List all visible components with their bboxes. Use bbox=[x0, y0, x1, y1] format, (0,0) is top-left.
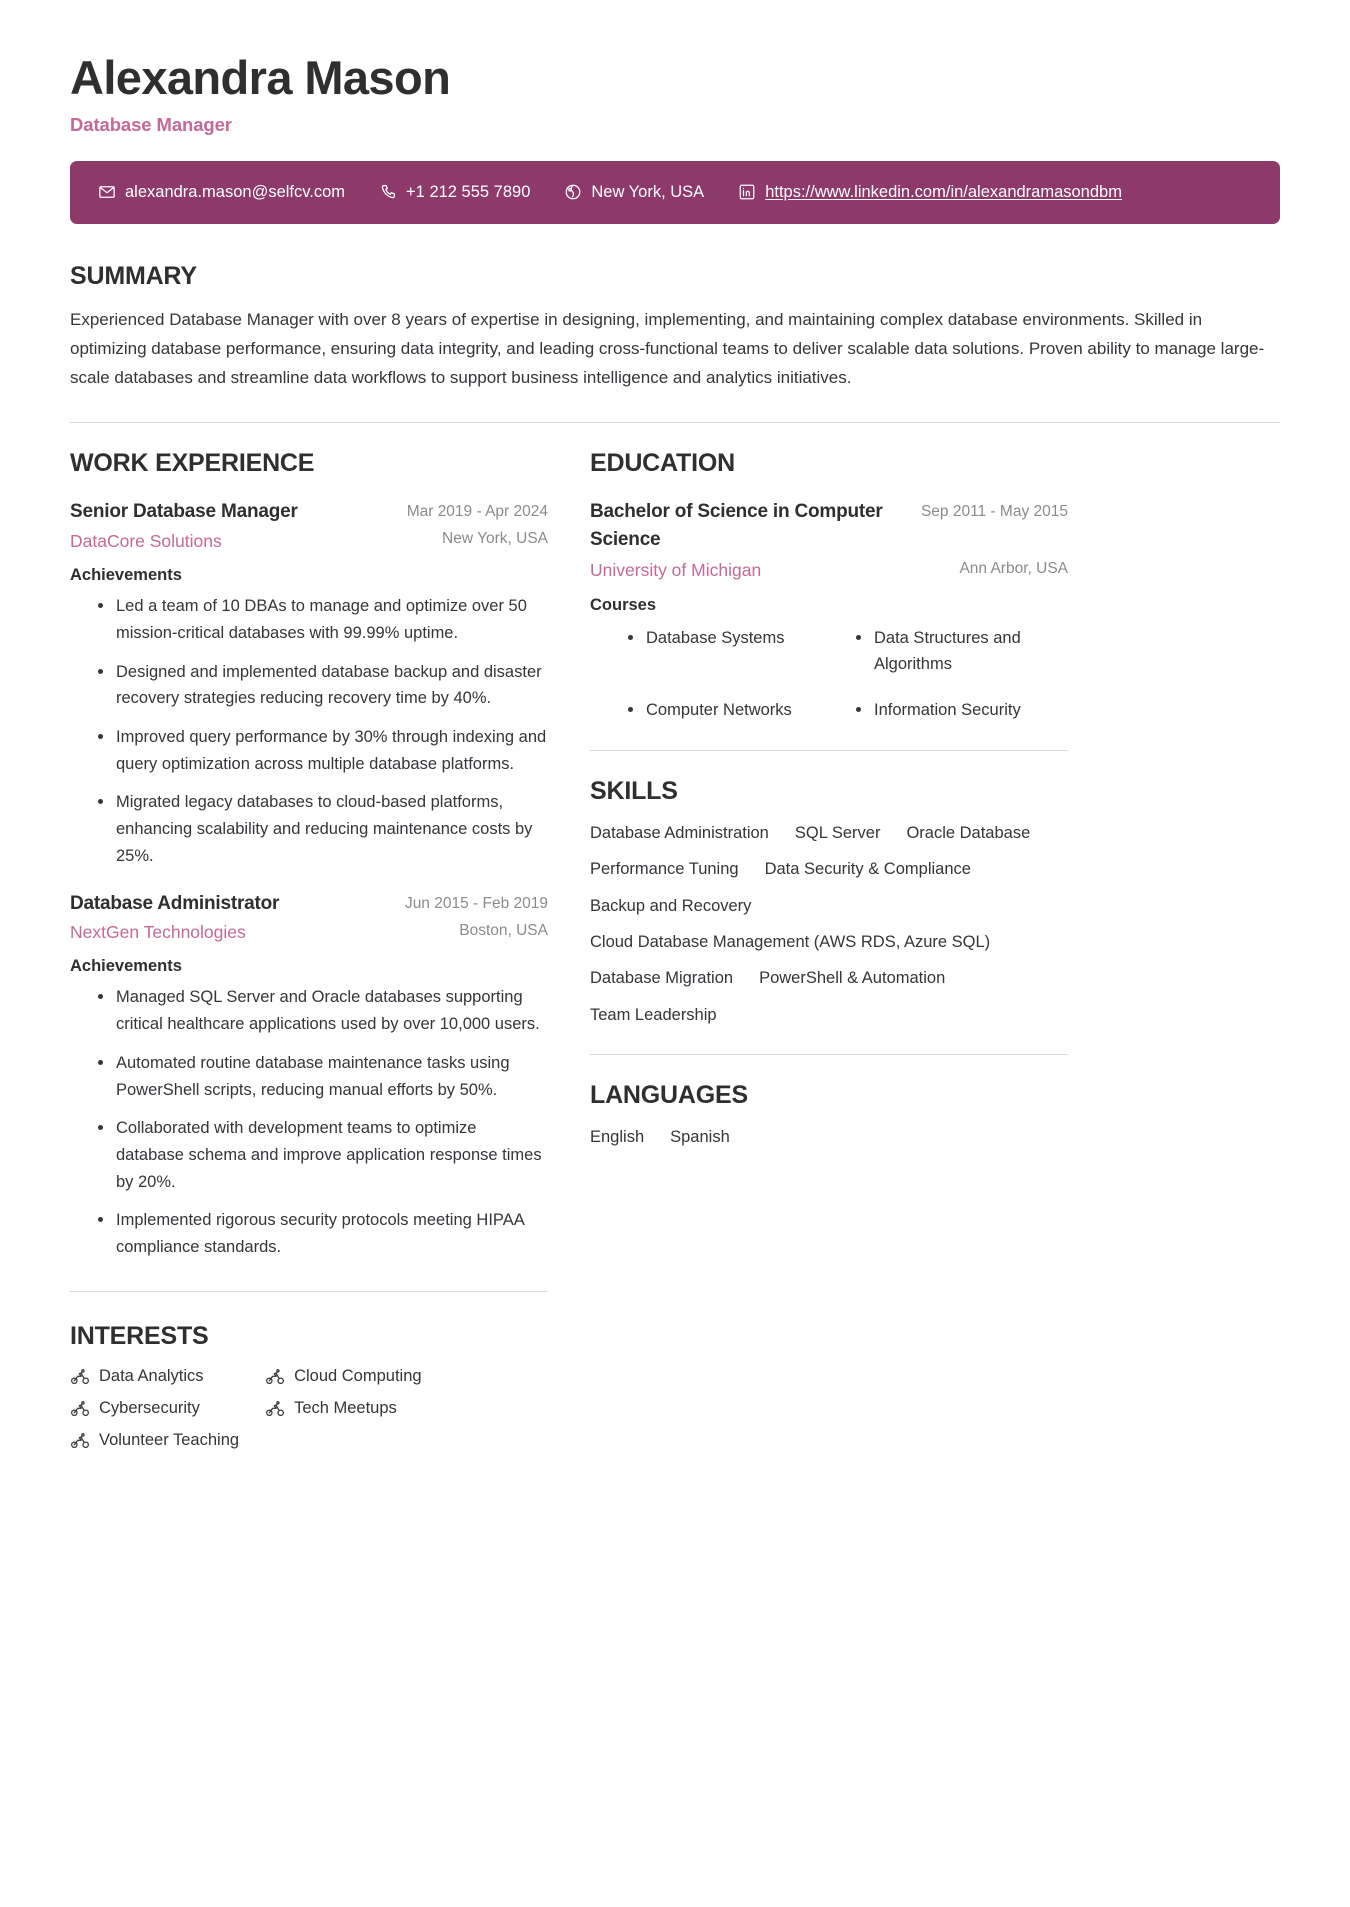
bicycle-icon bbox=[70, 1367, 90, 1387]
interest-label: Volunteer Teaching bbox=[99, 1431, 240, 1450]
interest-label: Cloud Computing bbox=[294, 1367, 422, 1386]
page-title: Alexandra Mason bbox=[70, 51, 451, 104]
languages-section bbox=[590, 1081, 1068, 1150]
interests-section-title: INTERESTS bbox=[70, 1321, 209, 1350]
courses-list bbox=[590, 625, 1068, 724]
courses-label: Courses bbox=[590, 595, 657, 614]
work-entry bbox=[70, 890, 548, 1261]
contact-location-text: New York, USA bbox=[591, 182, 705, 201]
skill-item: Performance Tuning bbox=[590, 860, 739, 879]
languages-section-title: LANGUAGES bbox=[590, 1081, 748, 1110]
education-section bbox=[590, 449, 1068, 724]
summary-section-title: SUMMARY bbox=[70, 261, 197, 290]
work-location: Boston, USA bbox=[459, 921, 548, 939]
achievements-label: Achievements bbox=[70, 566, 182, 585]
skill-item: PowerShell & Automation bbox=[759, 969, 946, 988]
list-item: Information Security bbox=[852, 697, 1068, 723]
contact-email[interactable] bbox=[98, 183, 345, 202]
interest-label: Cybersecurity bbox=[99, 1399, 200, 1418]
interests-section bbox=[70, 1322, 548, 1451]
education-location: Ann Arbor, USA bbox=[959, 560, 1068, 578]
contact-linkedin-text[interactable]: https://www.linkedin.com/in/alexandramasondbm bbox=[765, 182, 1122, 201]
summary-divider bbox=[70, 422, 1280, 423]
skill-item: Database Migration bbox=[590, 969, 734, 988]
list-item bbox=[265, 1367, 422, 1387]
education-dates: Sep 2011 - May 2015 bbox=[920, 503, 1068, 521]
list-item: Computer Networks bbox=[624, 697, 840, 723]
list-item: Improved query performance by 30% through indexing and query optimization across multiple database platforms. bbox=[116, 724, 548, 777]
work-dates: Jun 2015 - Feb 2019 bbox=[404, 894, 548, 912]
contact-bar bbox=[70, 161, 1280, 224]
achievements-list bbox=[70, 984, 548, 1260]
interests-divider bbox=[70, 1291, 548, 1292]
skill-item: Cloud Database Management (AWS RDS, Azure SQL) bbox=[590, 933, 991, 952]
skill-item: Data Security & Compliance bbox=[764, 860, 971, 879]
skill-item: Backup and Recovery bbox=[590, 896, 752, 915]
two-column-layout bbox=[70, 449, 1280, 1451]
contact-location bbox=[564, 183, 704, 202]
language-item: English bbox=[590, 1128, 645, 1147]
resume-body bbox=[0, 224, 1350, 1451]
list-item: Database Systems bbox=[624, 625, 840, 678]
list-item bbox=[70, 1367, 239, 1387]
education-entry bbox=[590, 498, 1068, 724]
summary-text: Experienced Database Manager with over 8 years of expertise in designing, implementing, and maintaining complex database environments. Skilled in optimizing database performance, ensuring data integrity, and leading cross-functional teams to deliver scalable data solutions. Proven ability to manage large-scale databases and streamline data workflows to support business intelligence and analytics initiatives. bbox=[70, 309, 1265, 388]
education-degree: Bachelor of Science in Computer Science bbox=[590, 501, 883, 550]
skills-section bbox=[590, 777, 1068, 1028]
bicycle-icon bbox=[265, 1367, 285, 1387]
left-column bbox=[70, 449, 548, 1451]
work-dates: Mar 2019 - Apr 2024 bbox=[406, 503, 548, 521]
achievements-list bbox=[70, 593, 548, 869]
list-item: Designed and implemented database backup and disaster recovery strategies reducing recovery time by 40%. bbox=[116, 659, 548, 712]
language-item: Spanish bbox=[670, 1128, 730, 1147]
list-item: Led a team of 10 DBAs to manage and optimize over 50 mission-critical databases with 99.99% uptime. bbox=[116, 593, 548, 646]
header-job-title: Database Manager bbox=[70, 113, 232, 135]
skills-section-title: SKILLS bbox=[590, 776, 678, 805]
envelope-icon bbox=[98, 183, 116, 201]
list-item: Implemented rigorous security protocols meeting HIPAA compliance standards. bbox=[116, 1207, 548, 1260]
skill-item: Oracle Database bbox=[906, 823, 1031, 842]
work-experience-section-title: WORK EXPERIENCE bbox=[70, 449, 315, 478]
bicycle-icon bbox=[265, 1399, 285, 1419]
education-section-title: EDUCATION bbox=[590, 449, 735, 478]
resume-header bbox=[0, 0, 1350, 224]
skill-item: Database Administration bbox=[590, 823, 769, 842]
work-position: Database Administrator bbox=[70, 892, 280, 914]
summary-section bbox=[70, 224, 1280, 393]
work-company: DataCore Solutions bbox=[70, 530, 222, 551]
work-entry bbox=[70, 498, 548, 869]
list-item bbox=[70, 1431, 239, 1451]
list-item: Collaborated with development teams to optimize database schema and improve application response times by 20%. bbox=[116, 1115, 548, 1195]
interest-label: Tech Meetups bbox=[294, 1399, 397, 1418]
interests-list bbox=[70, 1367, 548, 1451]
linkedin-icon bbox=[738, 183, 756, 201]
contact-email-text: alexandra.mason@selfcv.com bbox=[125, 182, 346, 201]
contact-phone[interactable] bbox=[379, 183, 530, 202]
list-item: Automated routine database maintenance tasks using PowerShell scripts, reducing manual efforts by 50%. bbox=[116, 1050, 548, 1103]
list-item bbox=[70, 1399, 239, 1419]
bicycle-icon bbox=[70, 1431, 90, 1451]
interest-label: Data Analytics bbox=[99, 1367, 204, 1386]
list-item bbox=[265, 1399, 422, 1419]
education-school: University of Michigan bbox=[590, 560, 762, 581]
skills-divider bbox=[590, 750, 1068, 751]
contact-linkedin[interactable] bbox=[738, 183, 1122, 202]
list-item: Data Structures and Algorithms bbox=[852, 625, 1068, 678]
languages-list bbox=[590, 1124, 1068, 1150]
right-column bbox=[590, 449, 1068, 1150]
work-position: Senior Database Manager bbox=[70, 501, 298, 523]
globe-pin-icon bbox=[564, 183, 582, 201]
work-company: NextGen Technologies bbox=[70, 922, 246, 943]
languages-divider bbox=[590, 1054, 1068, 1055]
list-item: Managed SQL Server and Oracle databases supporting critical healthcare applications used by over 10,000 users. bbox=[116, 984, 548, 1037]
bicycle-icon bbox=[70, 1399, 90, 1419]
skills-list bbox=[590, 820, 1068, 1028]
work-experience-section bbox=[70, 449, 548, 1261]
skill-item: SQL Server bbox=[794, 823, 881, 842]
achievements-label: Achievements bbox=[70, 957, 182, 976]
phone-icon bbox=[379, 183, 397, 201]
contact-phone-text: +1 212 555 7890 bbox=[406, 182, 531, 201]
skill-item: Team Leadership bbox=[590, 1005, 717, 1024]
work-location: New York, USA bbox=[442, 530, 548, 548]
list-item: Migrated legacy databases to cloud-based platforms, enhancing scalability and reducing maintenance costs by 25%. bbox=[116, 789, 548, 869]
